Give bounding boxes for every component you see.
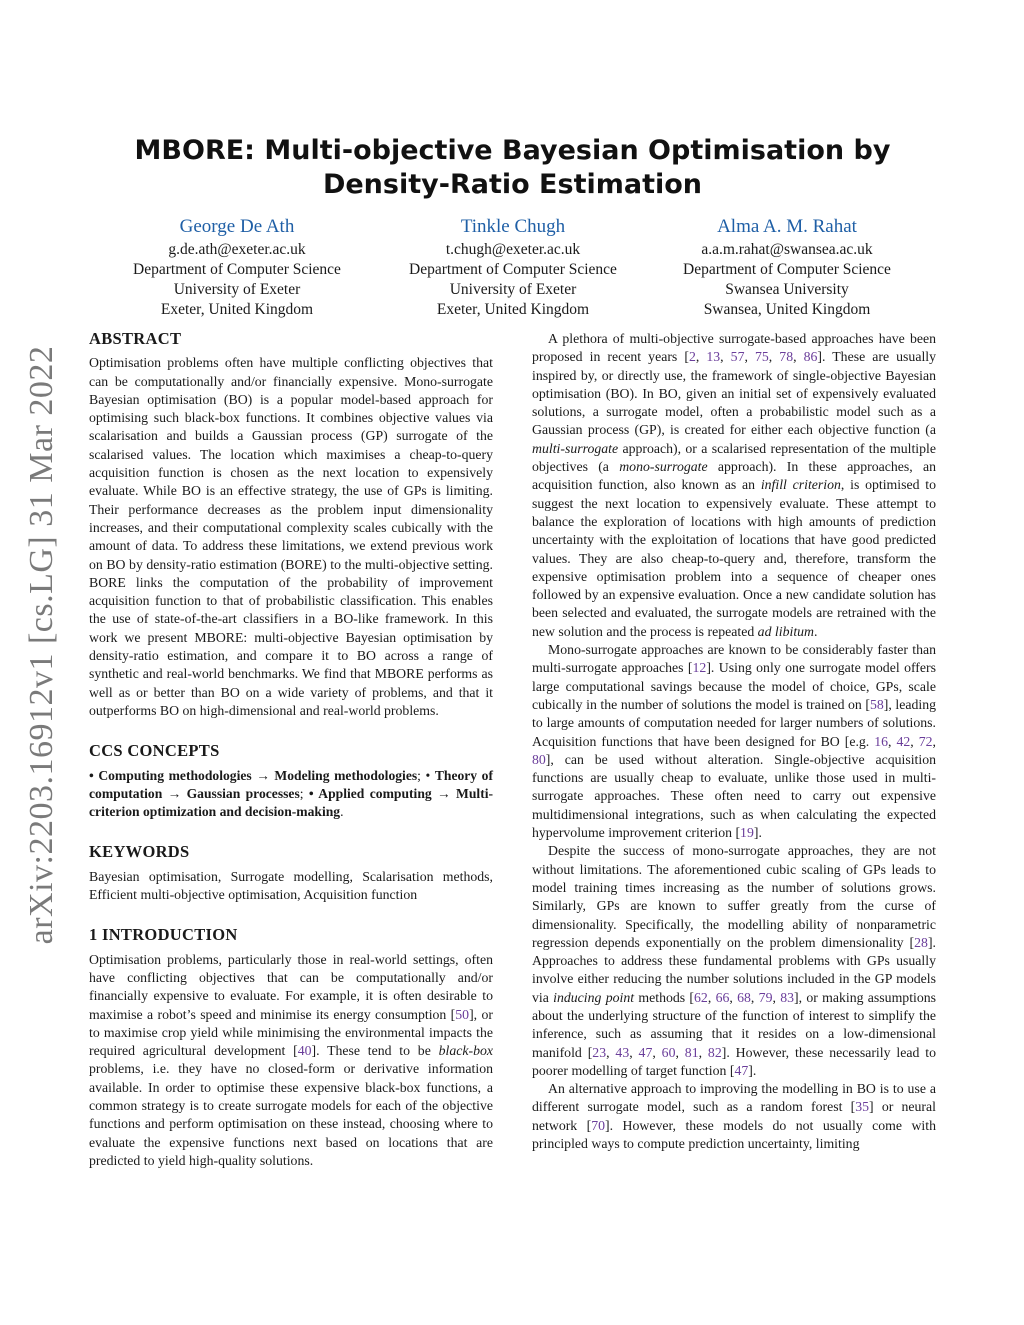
author-block <box>90 214 935 324</box>
title-line-1: MBORE: Multi-objective Bayesian Optimisation by <box>134 135 891 166</box>
citation-link[interactable]: 82 <box>707 1044 722 1060</box>
author-3 <box>647 214 927 320</box>
right-paragraph-2: Mono-surrogate approaches are known to be considerably faster than multi-surrogate approaches [12]. Using only one surrogate model offers large computational savings because the model of choice, GPs, scale cubically in the number of solutions the model is trained on [58], leading to large amounts of computation needed for larger numbers of solutions. Acquisition functions that have been designed for BO [e.g. 16, 42, 72, 80], can be used without alteration. Single-objective acquisition functions are usually cheap to evaluate, unlike those used in multi-surrogate approaches. These often need to carry out expensive multidimensional integrations, such as when calculating the expected hypervolume improvement criterion [19]. <box>532 642 936 841</box>
author-location: Swansea, United Kingdom <box>703 301 871 318</box>
ccs-term: Theory of computation <box>89 767 493 801</box>
citation-link[interactable]: 35 <box>855 1099 870 1115</box>
keywords-text: Bayesian optimisation, Surrogate modelling, Scalarisation methods, Efficient multi-objective optimisation, Acquisition function <box>89 868 493 903</box>
ccs-sep: . <box>340 804 344 820</box>
ccs-sep: ; <box>299 785 309 801</box>
emphasis: ad libitum <box>757 623 815 639</box>
author-location: Exeter, United Kingdom <box>436 301 590 318</box>
text-run: ], leading to large amounts of computation needed for larger numbers of solutions. Acquisition functions that have been designed for BO [e.g. <box>532 696 936 749</box>
citation-link[interactable]: 75 <box>754 349 769 365</box>
ccs-arrow: → <box>251 767 275 783</box>
author-2 <box>373 214 653 320</box>
citation-link[interactable]: 66 <box>715 989 730 1005</box>
author-name[interactable]: Tinkle Chugh <box>460 216 566 237</box>
text-run: ], or making assumptions about the underlying structure of the function of interest to simplify the inference, such as assuming that it resides on a low-dimensional manifold [ <box>532 989 937 1060</box>
text-run: ], can be used without alteration. Single-objective acquisition functions are usually cheap to evaluate, unlike those used in multi-surrogate approaches. These often need to carry out expensive multidimensional integrations, such as when calculating the expected hypervolume improvement criterion [ <box>532 751 936 841</box>
citation-link[interactable]: 50 <box>455 1006 470 1022</box>
citation-link[interactable]: 57 <box>730 349 745 365</box>
citation-link[interactable]: 60 <box>661 1044 676 1060</box>
author-email: t.chugh@exeter.ac.uk <box>445 241 581 258</box>
text-run: approach). In these approaches, an acquisition function, also known as an <box>532 459 936 493</box>
text-run: ]. <box>748 1062 757 1078</box>
ccs-term: Multi-criterion optimization and decision-making <box>89 785 494 820</box>
text-run: ]. However, these necessarily lead to poorer modelling of target function [ <box>532 1044 936 1078</box>
citation-link[interactable]: 80 <box>532 751 546 767</box>
text-run: , is optimised to suggest the next location to expensively evaluate. These attempt to balance the exploration of locations with high amounts of prediction uncertainty with the exploitation of locations that have good predicted values. They are also cheap-to-query and, therefore, transform the expensive optimisation problem into a sequence of cheaper ones followed by an expensive evaluation. Once a new candidate solution has been selected and evaluated, the surrogate models are retrained with the new solution and the process is repeated <box>532 477 936 639</box>
author-university: University of Exeter <box>173 281 301 298</box>
author-university: Swansea University <box>725 281 849 298</box>
text-run: ], or to maximise crop yield while minimising the environmental impacts the required agricultural development [ <box>89 1006 493 1059</box>
intro-paragraph <box>89 951 493 1171</box>
citation-link[interactable]: 23 <box>592 1044 607 1060</box>
author-location: Exeter, United Kingdom <box>160 301 314 318</box>
citation-link[interactable]: 58 <box>869 696 884 712</box>
author-1 <box>97 214 377 320</box>
ccs-term: Modeling methodologies <box>274 767 418 783</box>
author-university: University of Exeter <box>449 281 577 298</box>
text-run: Despite the success of mono-surrogate approaches, they are not without limitations. The aforementioned cubic scaling of GPs leads to model training times increasing as the number of solutions grows. Similarly, GPs are known to suffer greatly from the curse of dimensionality. Specifically, the modelling ability of nonparametric regression depends exponentially on the problem dimensionality [ <box>532 843 936 950</box>
ccs-sep: ; • <box>417 767 435 783</box>
citation-link[interactable]: 83 <box>780 989 795 1005</box>
citation-link[interactable]: 2 <box>688 349 696 365</box>
ccs-term: • Computing methodologies <box>89 767 252 783</box>
ccs-arrow: → <box>162 785 187 801</box>
right-column <box>532 330 936 1153</box>
right-paragraph-3: Despite the success of mono-surrogate approaches, they are not without limitations. The aforementioned cubic scaling of GPs leads to model training times increasing as the number of solutions grows. Similarly, GPs are known to suffer greatly from the curse of dimensionality. Specifically, the modelling ability of nonparametric regression depends exponentially on the problem dimensionality [28]. Approaches to address these fundamental problems with GPs usually involve either reducing the number solutions included in the GP models via inducing point methods [62, 66, 68, 79, 83], or making assumptions about the underlying structure of the function of interest to simplify the inference, such as assuming that it resides on a low-dimensional manifold [23, 43, 47, 60, 81, 82]. However, these necessarily lead to poorer modelling of target function [47]. <box>532 843 937 1078</box>
arxiv-stamp <box>12 340 72 950</box>
citation-link[interactable]: 81 <box>684 1044 699 1060</box>
text-run: . <box>814 623 818 639</box>
author-name[interactable]: George De Ath <box>179 216 295 237</box>
citation-link[interactable]: 12 <box>692 660 707 676</box>
emphasis: infill criterion <box>760 477 841 493</box>
introduction-heading: 1 INTRODUCTION <box>89 925 238 945</box>
emphasis: multi-surrogate <box>532 440 619 456</box>
citation-link[interactable]: 47 <box>734 1062 749 1078</box>
citation-link[interactable]: 40 <box>297 1043 312 1059</box>
text-run: ]. However, these models do not usually come with principled ways to compute prediction uncertainty, limiting <box>532 1117 936 1152</box>
abstract-text: Optimisation problems often have multiple conflicting objectives that can be computationally and/or financially expensive. Mono-surrogate Bayesian optimisation (BO) is a popular model-based approach for optimising such black-box functions. It combines objective values via scalarisation and builds a Gaussian process (GP) surrogate of the scalarised values. The location which maximises a cheap-to-query acquisition function is chosen as the next location to expensively evaluate. While BO is an effective strategy, the use of GPs is limiting. Their performance decreases as the problem input dimensionality increases, and their computational complexity scales cubically with the amount of data. To address these limitations, we extend previous work on BO by density-ratio estimation (BORE) to the multi-objective setting. BORE links the computation of the probability of improvement acquisition function to that of probabilistic classification. This enables the use of state-of-the-art classifiers in a BO-like framework. In this work we present MBORE: multi-objective Bayesian optimisation by density-ratio estimation, and compare it to BO across a range of synthetic and real-world benchmarks. We find that MBORE performs as well as or better than BO on a wide variety of problems, and that it outperforms BO on high-dimensional and real-world problems. <box>89 355 493 718</box>
emphasis: inducing point <box>553 989 635 1005</box>
paper-title <box>90 134 935 202</box>
emphasis: black-box <box>438 1043 493 1059</box>
citation-link[interactable]: 68 <box>737 989 751 1005</box>
text-run: ] or neural network [ <box>532 1099 936 1133</box>
citation-link[interactable]: 86 <box>803 349 818 365</box>
citation-link[interactable]: 72 <box>918 733 933 749</box>
ccs-arrow: → <box>431 785 457 801</box>
right-paragraph-4 <box>532 1080 936 1153</box>
text-run: problems, i.e. they have no closed-form or derivative information available. In order to optimise these expensive black-box functions, a common strategy is to create surrogate models for each of the objective functions and perform optimisation on these instead, choosing where to evaluate the expensive functions next based on locations that are predicted to yield high-quality solutions. <box>89 1061 493 1168</box>
ccs-concepts <box>89 767 493 822</box>
citation-link[interactable]: 70 <box>591 1117 606 1133</box>
text-run: ]. Approaches to address these fundamental problems with GPs usually involve either reducing the number solutions included in the GP models via <box>532 934 936 1005</box>
author-email: a.a.m.rahat@swansea.ac.uk <box>701 241 873 258</box>
text-run: Mono-surrogate approaches are known to be considerably faster than multi-surrogate approaches [ <box>532 642 936 676</box>
author-department: Department of Computer Science <box>683 261 891 278</box>
text-run: ]. <box>753 825 762 841</box>
citation-link[interactable]: 42 <box>896 733 911 749</box>
text-run: ]. Using only one surrogate model offers large computational savings because the model of choice, GPs, scale cubically in the number of solutions the model is trained on [ <box>532 660 936 712</box>
text-run: approach), or a scalarised representation of the multiple objectives (a <box>532 440 936 475</box>
citation-link[interactable]: 78 <box>779 349 794 365</box>
author-email: g.de.ath@exeter.ac.uk <box>168 241 306 258</box>
citation-link[interactable]: 28 <box>914 934 928 950</box>
citation-link[interactable]: 79 <box>758 989 773 1005</box>
citation-link[interactable]: 43 <box>615 1044 630 1060</box>
title-line-2: Density-Ratio Estimation <box>322 169 703 200</box>
citation-link[interactable]: 19 <box>740 825 754 841</box>
citation-link[interactable]: 13 <box>706 349 721 365</box>
author-name[interactable]: Alma A. M. Rahat <box>717 216 857 237</box>
ccs-term: Gaussian processes <box>186 785 300 801</box>
author-department: Department of Computer Science <box>409 261 617 278</box>
ccs-term: • Applied computing <box>308 785 432 801</box>
text-run: A plethora of multi-objective surrogate-based approaches have been proposed in recent years [ <box>532 331 936 365</box>
text-run: methods [ <box>634 989 695 1005</box>
citation-link[interactable]: 16 <box>874 733 889 749</box>
keywords-heading: KEYWORDS <box>89 842 190 862</box>
text-run: ]. These are usually inspired by, or directly use, the framework of single-objective Bayesian optimisation (BO). In BO, given an initial set of expensively evaluated solutions, a surrogate model, often a probabilistic model such as a Gaussian process (GP), is created for either each objective function (a <box>532 349 937 438</box>
citation-link[interactable]: 62 <box>694 989 708 1005</box>
left-column <box>89 330 493 1170</box>
arxiv-identifier: arXiv:2203.16912v1 [cs.LG] 31 Mar 2022 <box>23 345 60 945</box>
text-run: ]. These tend to be <box>311 1043 439 1059</box>
citation-link[interactable]: 47 <box>638 1044 653 1060</box>
abstract-heading: ABSTRACT <box>89 329 182 348</box>
text-run: Optimisation problems, particularly those in real-world settings, often have conflicting objectives that can be computationally and/or financially expensive to evaluate. For example, it is often desirable to maximise a robot’s speed and minimise its energy consumption [ <box>89 951 493 1022</box>
author-department: Department of Computer Science <box>133 261 341 278</box>
text-run: An alternative approach to improving the modelling in BO is to use a different surrogate model, such as a random forest [ <box>532 1081 936 1115</box>
ccs-heading: CCS CONCEPTS <box>89 741 220 761</box>
right-paragraph-1: A plethora of multi-objective surrogate-based approaches have been proposed in recent years [2, 13, 57, 75, 78, 86]. These are usually inspired by, or directly use, the framework of single-objective Bayesian optimisation (BO). In BO, given an initial set of expensively evaluated solutions, a surrogate model, often a probabilistic model such as a Gaussian process (GP), is created for either each objective function (a multi-surrogate approach), or a scalarised representation of the multiple objectives (a mono-surrogate approach). In these approaches, an acquisition function, also known as an infill criterion, is optimised to suggest the next location to expensively evaluate. These attempt to balance the exploration of locations with high amounts of prediction uncertainty with the exploitation of locations that have good predicted values. They are also cheap-to-query and, therefore, transform the expensive optimisation problem into a sequence of cheaper ones followed by an expensive evaluation. Once a new candidate solution has been selected and evaluated, the surrogate models are retrained with the new solution and the process is repeated ad libitum. <box>532 331 937 639</box>
emphasis: mono-surrogate <box>619 459 708 475</box>
